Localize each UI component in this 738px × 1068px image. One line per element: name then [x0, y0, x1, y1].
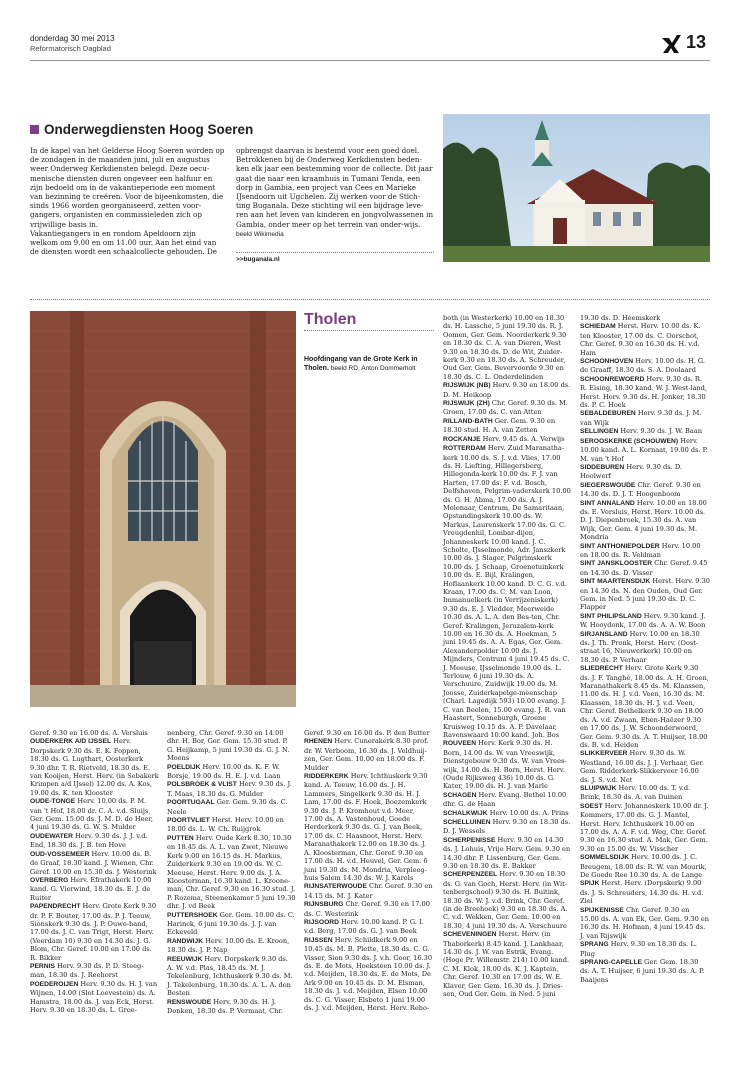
place-name: SCHIEDAM — [580, 323, 616, 331]
place-name: SCHOONREWOERD — [580, 375, 645, 383]
caption-credit: beeld RD, Anton Dommerholt — [330, 365, 416, 372]
place-name: SINT ANTHONIEPOLDER — [580, 542, 660, 550]
place-name: OUDEWATER — [30, 832, 73, 840]
place-name: SOMMELSDIJK — [580, 854, 630, 862]
article-text-2 — [236, 146, 434, 239]
chapel-photo — [443, 114, 710, 262]
place-name: SINT ANNALAND — [580, 499, 635, 507]
place-name: POLSBROEK & VLIST — [167, 781, 237, 789]
place-name: SEROOSKERKE (SCHOUWEN) — [580, 437, 679, 445]
buganala-link[interactable]: >>buganala.nl — [236, 256, 280, 263]
tholen-divider — [304, 330, 434, 331]
place-name: RIJNSATERWOUDE — [304, 883, 367, 891]
place-name: SINT MAARTENSDIJK — [580, 578, 651, 586]
place-name: SPRANG-CAPELLE — [580, 959, 643, 967]
place-name: SINT JANSKLOOSTER — [580, 560, 653, 568]
church-entrance-photo — [30, 311, 296, 707]
listing-column-1: both (in Westerkerk) 10.00 en 18.30 ds. H. Lassche, 5 juni 19.30 ds. R. J. Oomen, Ger. Gem. Noorderkerk 9.30 en 18.30 ds. C. A. van Dieren, West 9.30 en 18.30 ds. D. de Wit, Zuider-kerk 9.30 en 18.30 ds. A. Schreuder, Oud Ger. Gem. Bevervoorde 9.30 en 18.30 ds. C. L. Onderdelinden RIJSWIJK (NB) Herv. 9.30 en 18.00 ds. D. M. Heikoop RIJSWIJK (ZH) Chr. Geref. 9.30 ds. M. Groen, 17.00 ds. C. van Atten RILLAND-BATH Ger. Gem. 9.30 en 18.30 stud. H. A. van Zetten ROCKANJE Herv. 9.45 ds. A. Verwijs ROTTERDAM Herv. Zuid Maranatha-kerk 10.00 ds. S. J. v.d. Vlies, 17.00 ds. H. Liefting, Hillegersberg, Hillegonda-kerk 10.00 ds. F. J. van Harten, 17.00 ds. F. v.d. Bosch, Delfshaven, Pelgrim-vaderskerk 10.00 ds. G. H. Abma, 17.00 ds. A. J. Molenaar, Centrum, De Samaritaan, Opstandingskerk 10.00 ds. W. Markus, Laurenskerk 17.00 ds. G. C. Vreugdenhil, Lombar-dijen, Johanneskerk 10.00 kand. J. C. Scholte, IJsselmonde, Adr. Janszkerk 10.00 ds. J. Slager, Pelgrimskerk 10.00 ds. J. Schaap, Groenetuinkerk 10.00 ds. E. Bijl, Kralingen, Hoflaankerk 10.00 kand. D. C. G. v.d. Kraan, 17.00 ds. C. M. van Loon, Immanuelkerk (in Verrijzeniskerk) 9.30 ds. E. J. Vledder, Meerweide 10.30 ds. A. L. A. den Bes-ten, Chr. Geref. Kralingen, Jeruzalem-kerk 10.00 en 16.30 ds. A. Hoekman, 5 juni 19.45 ds. A. A. Egas, Ger. Gem. Alexanderpolder 10.00 ds. J. Mijnders, Centrum 4 juni 19.45 ds. C. J. Meeuse, IJsselmonde 19.00 ds. L. Terlouw, 6 juni 19.30 ds. A. Verschuure, Zuidwijk 19.00 ds. M. Joosse, Zuiderkapelge-meenschap (Charl. Lagedijk 593) 10.00 evang. J. C. van Beelen, 15.00 evang. J. R. van Haastert, Sonneburgh, Groene Kruisweg 10.15 ds. A. P. Davelaar, Ravenswaard 10.00 kand. Joh. Bos ROUVEEN Herv. Kerk 9.30 ds. H. Born, 14.00 ds. W. van Vreeswijk, Dienstgebouw 9.30 ds. W. van Vrees-wijk, 14.00 ds. H. Born, Herst. Herv. (Oude Rijksweg 436) 10.00 ds. G. Kater, 19.00 ds. H. J. van Marle SCHAGEN Herv. Evang. Bethel 10.00 dhr. G. de Haan SCHALKWIJK Herv. 10.00 ds. A. Prins SCHELLUINEN Herv. 9.30 en 18.30 ds. D. J. Wessels SCHERPENISSE Herv. 9.30 en 14.30 ds. J. Lohuis, Vrije Herv. Gem. 9.30 en 14.30 dhr. P. Lissenburg, Ger. Gem. 9.30 en 18.30 ds. E. Bakker SCHERPENZEEL Herv. 9.30 en 18.30 ds. G. van Goch, Herst. Herv. (in Wit-tenbergschool) 9.30 ds. H. Buitink, 18.30 ds. W. J. v.d. Brink, Chr. Geref. (in de Breehoek) 9.30 en 18.30 ds. A. C. v.d. Wekken, Ger. Gem. 10.00 en 18.30, 4 juni 19.30 ds. A. Verschuure SCHEVENINGEN Herst. Herv. (in Thaborkerk) 8.45 kand. J. Lankhaar, 14.30 ds. J. W. van Estrik, Evang. (Hoge Pr. Willemstr. 214) 10.00 kand. C. M. Klok, 18.00 ds. K. J. Kaptein, Chr. Geref. 10.30 en 17.00 ds. W. E. Klaver, Ger. Gem. 16.30 ds. J. Dries-sen, Oud Ger. Gem. in Ned. 5 juni — [443, 314, 571, 999]
newspaper-name: Reformatorisch Dagblad — [30, 44, 111, 53]
place-name: SIRJANSLAND — [580, 630, 628, 638]
photo-credit: beeld Wikimedia — [236, 230, 284, 238]
page-header — [30, 34, 710, 56]
place-name: RIJSWIJK (NB) — [443, 382, 491, 390]
place-name: RIJSSEN — [304, 936, 333, 944]
tholen-title: Tholen — [304, 311, 357, 328]
place-name: RIJSOORD — [304, 918, 339, 926]
tholen-caption — [304, 355, 434, 373]
link-divider — [236, 252, 434, 253]
place-name: PUTTEN — [167, 834, 194, 842]
place-name: POORTUGAAL — [167, 799, 215, 807]
place-name: SLIEDRECHT — [580, 665, 623, 673]
listing-column-b2: nenberg, Chr. Geref. 9.30 en 14.00 dhr. H. Bor, Ger. Gem. 15.30 stud. P. G. Heijkamp, 5 juni 19.30 ds. G. J. N. Moens POELDIJK Herv. 10.00 ds. K. F. W. Borsje, 19.00 ds. H. E. J. v.d. Laan POLSBROEK & VLIST Herv. 9.30 ds. J. T. Maas, 18.30 ds. G. Mulder POORTUGAAL Ger. Gem. 9.30 ds. C. Neele POORTVLIET Herst. Herv. 10.00 en 18.00 ds. L. W. Ch. Ruijgrok PUTTEN Herv. Oude Kerk 8.30, 10.30 en 18.45 ds. A. L. van Zwet, Nieuwe Kerk 9.00 en 16.15 ds. H. Markus, Zuiderkerk 9.30 en 19.00 ds. W. C. Meeuse, Herst. Herv. 9.00 ds. J. A. Kloosterman, 16.30 kand. L. Kroone-man, Chr. Geref. 9.30 en 16.30 stud. J. P. Rozema, Steenenkamer 5 juni 19.30 dhr. J. vd Beek PUTTERSHOEK Ger. Gem. 10.00 ds. C. Harinck, 6 juni 19.30 ds. J. J. van Eckeveld RANDWIJK Herv. 10.00 ds. E. Kroon, 18.30 ds. J. P. Nap REEUWIJK Herv. Dorpskerk 9.30 ds. A. W. v.d. Plas, 18.45 ds. M. J. Tekelenburg, Ichthuskerk 9.30 ds. M. J. Tekelenburg, 18.30 ds. A. L. A. den Besten RENSWOUDE Herv. 9.30 ds. H. J. Donken, 18.30 ds. P. Vermaat, Chr. — [167, 729, 296, 1015]
place-name: REEUWIJK — [167, 955, 203, 963]
place-name: RANDWIJK — [167, 937, 204, 945]
place-name: SCHELLUINEN — [443, 818, 491, 826]
place-name: OUDE-TONGE — [30, 798, 76, 806]
place-name: RENSWOUDE — [167, 998, 212, 1006]
place-name: POORTVLIET — [167, 817, 210, 825]
place-name: RILLAND-BATH — [443, 417, 493, 425]
caption-text: Hoofdingang van de Grote Kerk in Tholen. — [304, 356, 418, 372]
title-bullet-icon — [30, 125, 39, 134]
place-name: OUD-VOSSEMEER — [30, 850, 90, 858]
article-column-2 — [236, 146, 434, 239]
place-name: SIDDEBUREN — [580, 463, 625, 471]
place-name: ROTTERDAM — [443, 445, 486, 453]
header-rule — [30, 60, 710, 61]
place-name: SOEST — [580, 802, 603, 810]
place-name: SPIJK — [580, 880, 600, 888]
place-name: PERNIS — [30, 962, 55, 970]
place-name: SINT PHILIPSLAND — [580, 612, 642, 620]
place-name: SCHERPENZEEL — [443, 871, 498, 879]
place-name: RIJNSBURG — [304, 901, 344, 909]
place-name: PAPENDRECHT — [30, 903, 81, 911]
article-title-text: Onderwegdiensten Hoog Soeren — [44, 122, 254, 137]
page-number: 13 — [686, 32, 707, 52]
place-name: ROCKANJE — [443, 435, 481, 443]
place-name: RHENEN — [304, 738, 333, 746]
place-name: SIEGERSWOUDE — [580, 481, 636, 489]
article-text-2-body: opbrengst daarvan is bestemd voor een goed doel. Betrokkenen bij de Onderweg Kerkdiensten beden-ken elk jaar een bestemming voor de collecte. Dit jaar gaat die naar een kraamhuis in Tumani Tenda, een dorp in Gambia, een project van Cees en Marieke IJsendoorn uit Ugchelen. Zij werken voor de Stich-ting Buganala. Deze stichting wil een bijdrage leve-ren aan het leven van kinderen en jongvolwassenen in Gambia, onder meer op het terrein van onder-wijs. — [236, 146, 434, 229]
place-name: SCHAGEN — [443, 791, 477, 799]
place-name: ROUVEEN — [443, 740, 477, 748]
place-name: POELDIJK — [167, 763, 201, 771]
article-text-1: In de kapel van het Gelderse Hoog Soeren worden op de zondagen in de maanden juni, juli en augustus weer Onderweg Kerkdiensten belegd. Deze oecu-menische diensten duren ongeveer een halfuur en zijn bedoeld om in de vakantieperiode een moment van bezinning te creëren. Voor de bijeenkomsten, die sinds 1966 worden georganiseerd, zetten voor-gangers, organisten en commissieleden zich op vrijwillige basis in. Vakantiegangers in en rondom Apeldoorn zijn welkom om 9.00 en om 11.00 uur. Aan het eind van de diensten wordt een schaalcollecte gehouden. De — [30, 146, 225, 257]
place-name: SCHERPENISSE — [443, 836, 496, 844]
article-column-1 — [30, 146, 226, 256]
place-name: OVERBERG — [30, 876, 69, 884]
place-name: SLIKKERVEER — [580, 750, 628, 758]
article-title — [30, 122, 253, 137]
place-name: SCHOONHOVEN — [580, 358, 634, 366]
rd-cross-logo-icon — [660, 34, 682, 54]
listing-column-b1: Geref. 9.30 en 16.00 ds. A. Versluis OUDERKERK A/D IJSSEL Herv. Dorpskerk 9.30 ds. E. K. Foppen, 18.30 ds. G. Lugthart, Oosterkerk 9.30 dhr. T. R. Rietveld, 18.30 ds. E. van Kooijen, Herst. Herv. (in Sebakerk Krimpen a/d IJssel) 12.00 ds. A. Kos, 19.00 ds. K. ten Klooster OUDE-TONGE Herv. 10.00 ds. P. M. van 't Hof, 18.00 dr. C. A. v.d. Sluijs, Ger. Gem. 15.00 ds. J. M. D. de Heer, 4 juni 19.30 ds. G. W. S. Mulder OUDEWATER Herv. 9.30 ds. J. J. v.d. End, 18.30 ds. J. B. ten Hove OUD-VOSSEMEER Herv. 10.00 ds. B. de Graaf, 18.30 kand. J. Wienen, Chr. Geref. 10.00 en 15.30 ds. J. Westerink OVERBERG Herv. Efrathakerk 10.00 kand. G. Vierwind, 18.30 ds. E. J. de Ruiter PAPENDRECHT Herv. Grote Kerk 9.30 dr. P. F. Bouter, 17.00 ds. P. J. Teeuw, Sionskerk 9.30 ds. J. P. Ouwe-hand, 17.00 ds. J. C. van Trigt, Herst. Herv. (Veerdam 10) 9.30 en 14.30 ds. J. G. Blom, Chr. Geref. 10.00 en 17.00 ds. R. Bikker PERNIS Herv. 9.30 ds. P. D. Steeg-man, 18.30 ds. J. Reehorst POEDEROIJEN Herv. 9.30 ds. H. J. van Wijnen, 14.00 (Slot Loevestein) ds. A. Hamstra, 18.00 ds. J. van Eck, Herst. Herv. 9.30 en 18.30 ds. L. Groe- — [30, 729, 159, 1014]
place-name: SPRANG — [580, 941, 609, 949]
place-name: OUDERKERK A/D IJSSEL — [30, 738, 112, 746]
place-name: SEBALDEBUREN — [580, 410, 636, 418]
place-name: SCHEVENINGEN — [443, 931, 497, 939]
section-divider — [30, 299, 710, 300]
place-name: SPIJKENISSE — [580, 906, 624, 914]
place-name: SLUIPWIJK — [580, 784, 617, 792]
place-name: RIJSWIJK (ZH) — [443, 400, 490, 408]
place-name: SCHALKWIJK — [443, 809, 488, 817]
place-name: SELLINGEN — [580, 428, 619, 436]
listing-column-2: 19.30 ds. D. Heemskerk SCHIEDAM Herst. Herv. 10.00 ds. K. ten Klooster, 17.00 ds. C. Oorschot, Chr. Geref. 9.30 en 16.30 ds. H. v.d. Ham SCHOONHOVEN Herv. 10.00 ds. H. G. de Graaff, 18.30 ds. S. A. Doolaard SCHOONREWOERD Herv. 9.30 ds. R. R. Eising, 18.30 kand. W. J. West-land, Herst. Herv. 9.30 ds. H. Jonker, 18.30 ds. P. C. Hoek SEBALDEBUREN Herv. 9.30 ds. J. M. van Wijk SELLINGEN Herv. 9.30 ds. J. W. Baan SEROOSKERKE (SCHOUWEN) Herv. 10.00 kand. A. L. Kornaat, 19.00 ds. P. M. van 't Hof SIDDEBUREN Herv. 9.30 ds. D. Hoolwerf SIEGERSWOUDE Chr. Geref. 9.30 en 14.30 ds. D. J. T. Hoogenboom SINT ANNALAND Herv. 10.00 en 18.00 ds. E. Versluis, Herst. Herv. 10.00 ds. D. J. Diepenbroek, 15.30 ds. A. van Wijk, Ger. Gem. 4 juni 19.30 ds. M. Mondria SINT ANTHONIEPOLDER Herv. 10.00 en 18.00 ds. R. Veldman SINT JANSKLOOSTER Chr. Geref. 9.45 en 14.30 ds. D. Visser SINT MAARTENSDIJK Herst. Herv. 9.30 en 14.30 ds. N. den Ouden, Oud Ger. Gem. in Ned. 5 juni 19.30 ds. D. C. Flapper SINT PHILIPSLAND Herv. 9.30 kand. J. W. Hooydonk, 17.00 ds. A. A. W. Boon SIRJANSLAND Herv. 10.00 en 18.30 ds. J. Th. Pronk, Herst. Herv. (Oost-straat 16, Nieuwerkerk) 10.00 en 18.30 ds. P. Verhaar SLIEDRECHT Herv. Grote Kerk 9.30 ds. J. F. Tanghé, 18.00 ds. A. H. Groen, Maranathakerk 8.45 ds. M. Klaassen, 11.00 ds. H. J. v.d. Veen, 16.30 ds. M. Klaassen, 18.30 ds. H. J. v.d. Veen, Chr. Geref. Bethelkerk 9.30 en 18.00 ds. A. v.d. Zwaan, Eben-Haëzer 9.30 en 17.00 ds. J. W. Schoonderwoerd, Ger. Gem. 9.30 ds. A. T. Huijser, 18.00 ds. B. v.d. Heiden SLIKKERVEER Herv. 9.30 ds. W. Westland, 16.00 ds. J. J. Verhaar, Ger. Gem. Ridderkerk-Slikkerveer 16.00 ds. J. S. v.d. Net SLUIPWIJK Herv. 10.00 ds. T. v.d. Brink, 18.30 ds. A. van Duinen SOEST Herv. Johanneskerk 10.00 dr. J. Kommers, 17.00 ds. G. J. Mantel, Herst. Herv. Ichthuskerk 10.00 en 17.00 ds. A. A. F. v.d. Weg, Chr. Geref. 9.30 en 16.30 stud. A. Mak, Ger. Gem. 9.30 en 15.00 ds. W. Visscher SOMMELSDIJK Herv. 10.00 ds. J. C. Breugem, 18.00 ds. R. W. van Mourik, De Goede Ree 10.30 ds. A. de Lange SPIJK Herst. Herv. (Dorpskerk) 9.00 ds. J. S. Schreuders, 14.30 ds. H. v.d. Ziel SPIJKENISSE Chr. Geref. 9.30 en 15.00 ds. A. van Ek, Ger. Gem. 9.30 en 16.30 ds. H. Hofman, 4 juni 19.45 ds. J. van Rijswijk SPRANG Herv. 9.30 en 18.30 ds. L. Plug SPRANG-CAPELLE Ger. Gem. 18.30 ds. A. T. Huijser, 6 juni 19.30 ds. A. P. Baaijens — [580, 314, 710, 984]
place-name: RIDDERKERK — [304, 773, 349, 781]
place-name: POEDEROIJEN — [30, 980, 79, 988]
place-name: PUTTERSHOEK — [167, 911, 218, 919]
issue-date: donderdag 30 mei 2013 — [30, 34, 115, 43]
listing-column-b3: Geref. 9.30 en 16.00 ds. P. den Butter RHENEN Herv. Cunerakerk 8.30 prof. dr. W. Verboom, 16.30 ds. J. Veldhuij-zen, Ger. Gem. 10.00 en 18.00 ds. F. Mulder RIDDERKERK Herv. Ichthuskerk 9.30 kand. A. Teeuw, 16.00 ds. J. H. Lammers, Singelkerk 9.30 ds. H. J. Lam, 17.00 ds. F. Hoek, Boezemkerk 9.30 ds. J. P. Kromhout v.d. Meer, 17.00 ds. A. Vastenhoud, Goede Herderkerk 9.30 ds. G. J. van Beek, 17.00 ds. C. Haasnoot, Herst. Herv. Maranathakerk 12.00 en 18.30 ds. J. A. Kloosterman, Chr. Geref. 9.30 en 17.00 ds. H. v.d. Heuvel, Ger. Gem. 6 juni 19.30 ds. M. Mondria, Verpleeg-huis Salem 14.30 ds. W. J. Karels RIJNSATERWOUDE Chr. Geref. 9.30 en 14.15 ds. M. J. Kater RIJNSBURG Chr. Geref. 9.30 en 17.00 ds. C. Westerink RIJSOORD Herv. 10.00 kand. P. G. I. v.d. Berg, 17.00 ds. G. J. van Beek RIJSSEN Herv. Schildkerk 9.00 en 10.45 ds. M. B. Plette, 18.30 ds. C. G. Visser, Sion 9.30 ds. J. v.h. Goor, 16.30 ds. E. de Mots, Hoeksteen 10.00 ds. J. v.d. Meijden, 18.30 ds. E. de Mots, De Ark 9.00 en 10.45 ds. D. M. Elsman, 18.30 ds. J. v.d. Meijden, Elsen 10.00 ds. C. G. Visser, Elsbeto 1 juni 19.00 ds. J. v.d. Meijden, Herst. Herv. Reho- — [304, 729, 433, 1012]
